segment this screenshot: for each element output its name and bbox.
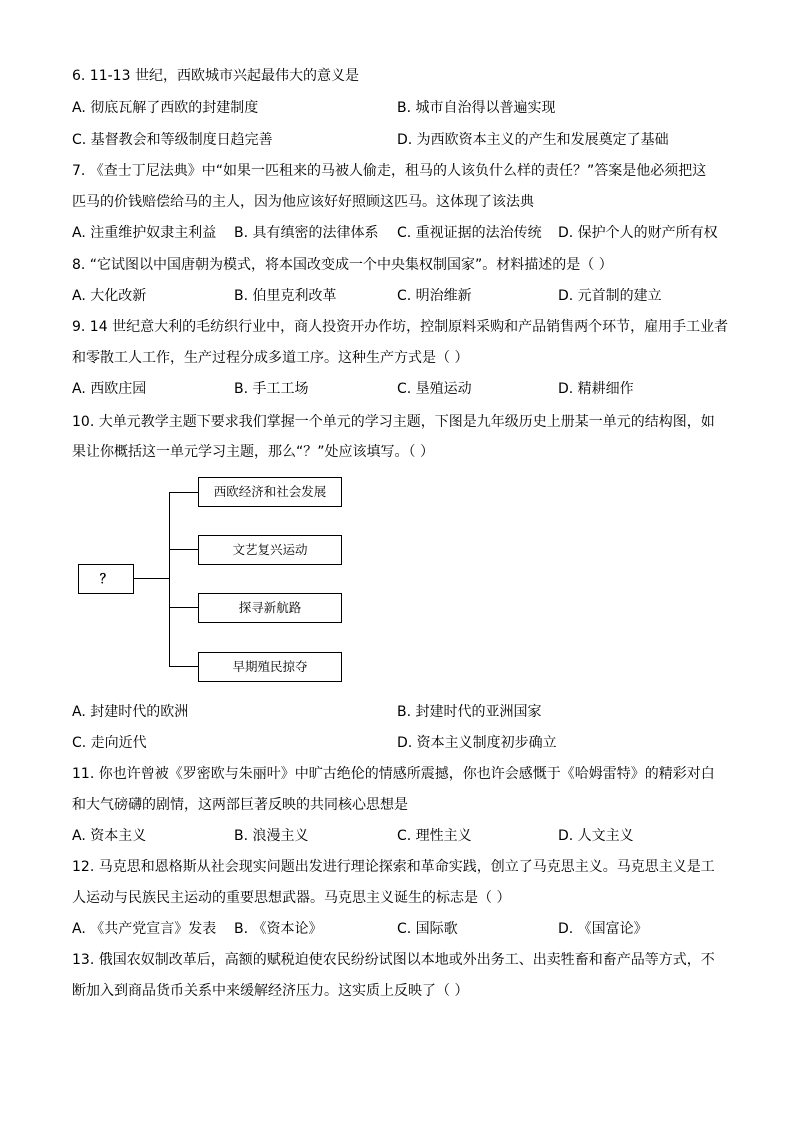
- question-10-option-b: B. 封建时代的亚洲国家: [397, 704, 542, 720]
- question-7-stem-line-2: 匹马的价钱赔偿给马的主人，因为他应该好好照顾这匹马。这体现了该法典: [72, 194, 534, 210]
- question-9-stem-line-2: 和零散工人工作，生产过程分成多道工序。这种生产方式是（ ）: [72, 350, 469, 366]
- question-8-stem: 8. “它试图以中国唐朝为模式，将本国改变成一个中央集权制国家”。材料描述的是（ ）: [72, 257, 613, 273]
- question-7-option-d: D. 保护个人的财产所有权: [558, 225, 718, 241]
- question-6-option-b: B. 城市自治得以普遍实现: [397, 100, 556, 116]
- question-12-stem-line-1: 12. 马克思和恩格斯从社会现实问题出发进行理论探索和革命实践，创立了马克思主义。马克思主义是工: [72, 859, 715, 875]
- question-11-stem-line-2: 和大气磅礴的剧情，这两部巨著反映的共同核心思想是: [72, 797, 408, 813]
- diagram-branch-box-4: 早期殖民掠夺: [198, 652, 342, 682]
- question-11-option-b: B. 浪漫主义: [234, 828, 309, 844]
- question-8-option-b: B. 伯里克利改革: [234, 288, 337, 304]
- question-9-option-d: D. 精耕细作: [558, 381, 634, 397]
- question-12-option-d: D. 《国富论》: [558, 921, 648, 937]
- question-8-option-c: C. 明治维新: [397, 288, 472, 304]
- question-9-option-c: C. 垦殖运动: [397, 381, 472, 397]
- diagram-branch-box-2: 文艺复兴运动: [198, 535, 342, 565]
- question-12-option-b: B. 《资本论》: [234, 921, 323, 937]
- question-10-stem-line-1: 10. 大单元教学主题下要求我们掌握一个单元的学习主题，下图是九年级历史上册某一单元的结构图，如: [72, 414, 715, 430]
- question-12-stem-line-2: 人运动与民族民主运动的重要思想武器。马克思主义诞生的标志是（ ）: [72, 890, 511, 906]
- question-7-option-a: A. 注重维护奴隶主利益: [72, 225, 217, 241]
- question-7-stem-line-1: 7. 《查士丁尼法典》中“如果一匹租来的马被人偷走，租马的人该负什么样的责任？”答案是他必须把这: [72, 163, 707, 179]
- question-10-stem-line-2: 果让你概括这一单元学习主题，那么“？”处应该填写。（ ）: [72, 444, 434, 460]
- diagram-branch-box-3: 探寻新航路: [198, 593, 342, 623]
- question-13-stem-line-1: 13. 俄国农奴制改革后，高额的赋税迫使农民纷纷试图以本地或外出务工、出卖牲畜和畜产品等方式，不: [72, 952, 715, 968]
- question-11-option-c: C. 理性主义: [397, 828, 472, 844]
- question-9-option-b: B. 手工工场: [234, 381, 309, 397]
- question-10-option-d: D. 资本主义制度初步确立: [397, 735, 557, 751]
- question-11-option-a: A. 资本主义: [72, 828, 147, 844]
- question-7-option-c: C. 重视证据的法治传统: [397, 225, 542, 241]
- diagram-branch-box-1: 西欧经济和社会发展: [198, 477, 342, 507]
- diagram-branch-line-1: [169, 492, 198, 493]
- diagram-branch-line-4: [169, 666, 198, 667]
- question-12-option-a: A. 《共产党宣言》发表: [72, 921, 217, 937]
- diagram-connector-vertical: [169, 492, 170, 667]
- question-9-stem-line-1: 9. 14 世纪意大利的毛纺织行业中，商人投资开办作坊，控制原料采购和产品销售两个环节，雇用手工业者: [72, 319, 729, 335]
- question-8-option-d: D. 元首制的建立: [558, 288, 662, 304]
- question-7-option-b: B. 具有缜密的法律体系: [234, 225, 379, 241]
- question-6-option-d: D. 为西欧资本主义的产生和发展奠定了基础: [397, 132, 669, 148]
- question-13-stem-line-2: 断加入到商品货币关系中来缓解经济压力。这实质上反映了（ ）: [72, 983, 469, 999]
- question-12-option-c: C. 国际歌: [397, 921, 458, 937]
- question-9-option-a: A. 西欧庄园: [72, 381, 147, 397]
- question-11-stem-line-1: 11. 你也许曾被《罗密欧与朱丽叶》中旷古绝伦的情感所震撼，你也许会感慨于《哈姆雷特》的精彩对白: [72, 766, 715, 782]
- diagram-branch-line-3: [169, 607, 198, 608]
- question-6-option-c: C. 基督教会和等级制度日趋完善: [72, 132, 273, 148]
- question-6-option-a: A. 彻底瓦解了西欧的封建制度: [72, 100, 259, 116]
- question-10-option-c: C. 走向近代: [72, 735, 147, 751]
- question-10-option-a: A. 封建时代的欧洲: [72, 704, 189, 720]
- question-6-stem: 6. 11-13 世纪，西欧城市兴起最伟大的意义是: [72, 68, 359, 84]
- question-11-option-d: D. 人文主义: [558, 828, 634, 844]
- question-8-option-a: A. 大化改新: [72, 288, 147, 304]
- diagram-branch-line-2: [169, 549, 198, 550]
- diagram-root-box: ？: [78, 564, 134, 594]
- diagram-connector-horizontal: [133, 578, 169, 579]
